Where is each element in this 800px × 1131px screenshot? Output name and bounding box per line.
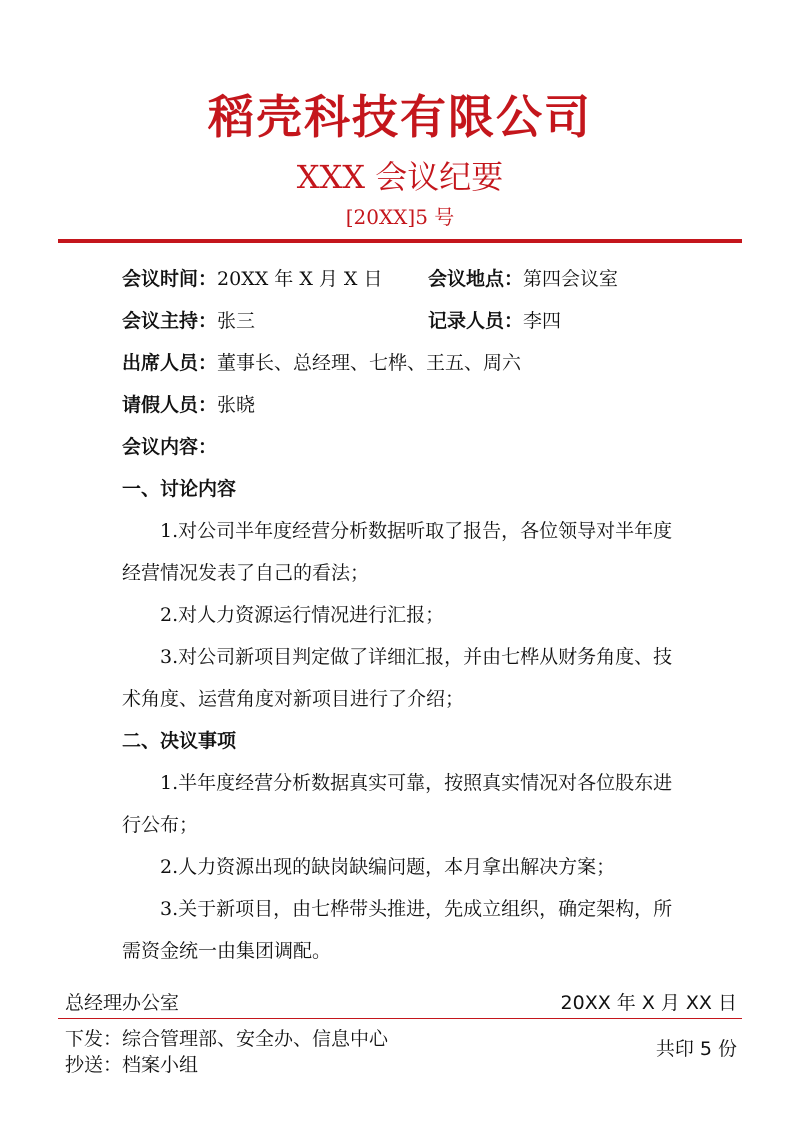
company-name: 稻壳科技有限公司 (208, 90, 592, 144)
distribute-to: 下发：综合管理部、安全办、信息中心 (65, 1028, 389, 1050)
section-heading-discussion: 一、讨论内容 (122, 478, 237, 500)
discussion-item: 1.对公司半年度经营分析数据听取了报告，各位领导对半年度经营情况发表了自己的看法； (122, 520, 673, 584)
meeting-place-label: 会议地点： (428, 268, 524, 290)
attendees-value: 董事长、总经理、七桦、王五、周六 (217, 352, 522, 374)
resolution-item: 2.人力资源出现的缺岗缺编问题，本月拿出解决方案； (160, 856, 616, 878)
attendees-label: 出席人员： (122, 352, 218, 374)
footer-divider (58, 1018, 742, 1019)
meeting-time-label: 会议时间： (122, 268, 218, 290)
content-label-row (122, 426, 682, 468)
document-title: XXX 会议纪要 (296, 158, 504, 196)
footer-issuer-row (65, 990, 737, 1016)
issuer-office: 总经理办公室 (65, 992, 180, 1014)
content-label: 会议内容： (122, 436, 218, 458)
header-divider (58, 239, 742, 243)
meeting-host-value: 张三 (217, 310, 256, 332)
section-heading-resolutions: 二、决议事项 (122, 730, 237, 752)
recorder-value: 李四 (523, 310, 562, 332)
meeting-place-group (428, 258, 618, 300)
discussion-item: 2.对人力资源运行情况进行汇报； (160, 604, 445, 626)
meeting-host-row (122, 300, 682, 342)
meeting-time-value: 20XX 年 X 月 X 日 (217, 268, 383, 290)
meeting-host-label: 会议主持： (122, 310, 218, 332)
absent-row (122, 384, 682, 426)
resolution-item: 1.半年度经营分析数据真实可靠，按照真实情况对各位股东进行公布； (122, 772, 673, 836)
minutes-body (122, 258, 682, 972)
copies-count: 共印 5 份 (655, 1038, 737, 1060)
recorder-group (428, 300, 561, 342)
resolution-item: 3.关于新项目，由七桦带头推进，先成立组织，确定架构，所需资金统一由集团调配。 (122, 898, 673, 962)
document-number: [20XX]5 号 (345, 205, 455, 229)
absent-value: 张晓 (217, 394, 256, 416)
copy-to: 抄送：档案小组 (65, 1054, 199, 1076)
attendees-row (122, 342, 682, 384)
discussion-item: 3.对公司新项目判定做了详细汇报，并由七桦从财务角度、技术角度、运营角度对新项目进行了介绍； (122, 646, 673, 710)
absent-label: 请假人员： (122, 394, 218, 416)
meeting-place-value: 第四会议室 (523, 268, 619, 290)
meeting-time-row (122, 258, 682, 300)
recorder-label: 记录人员： (428, 310, 524, 332)
issue-date: 20XX 年 X 月 XX 日 (560, 992, 737, 1014)
footer-distribution (65, 1026, 737, 1078)
